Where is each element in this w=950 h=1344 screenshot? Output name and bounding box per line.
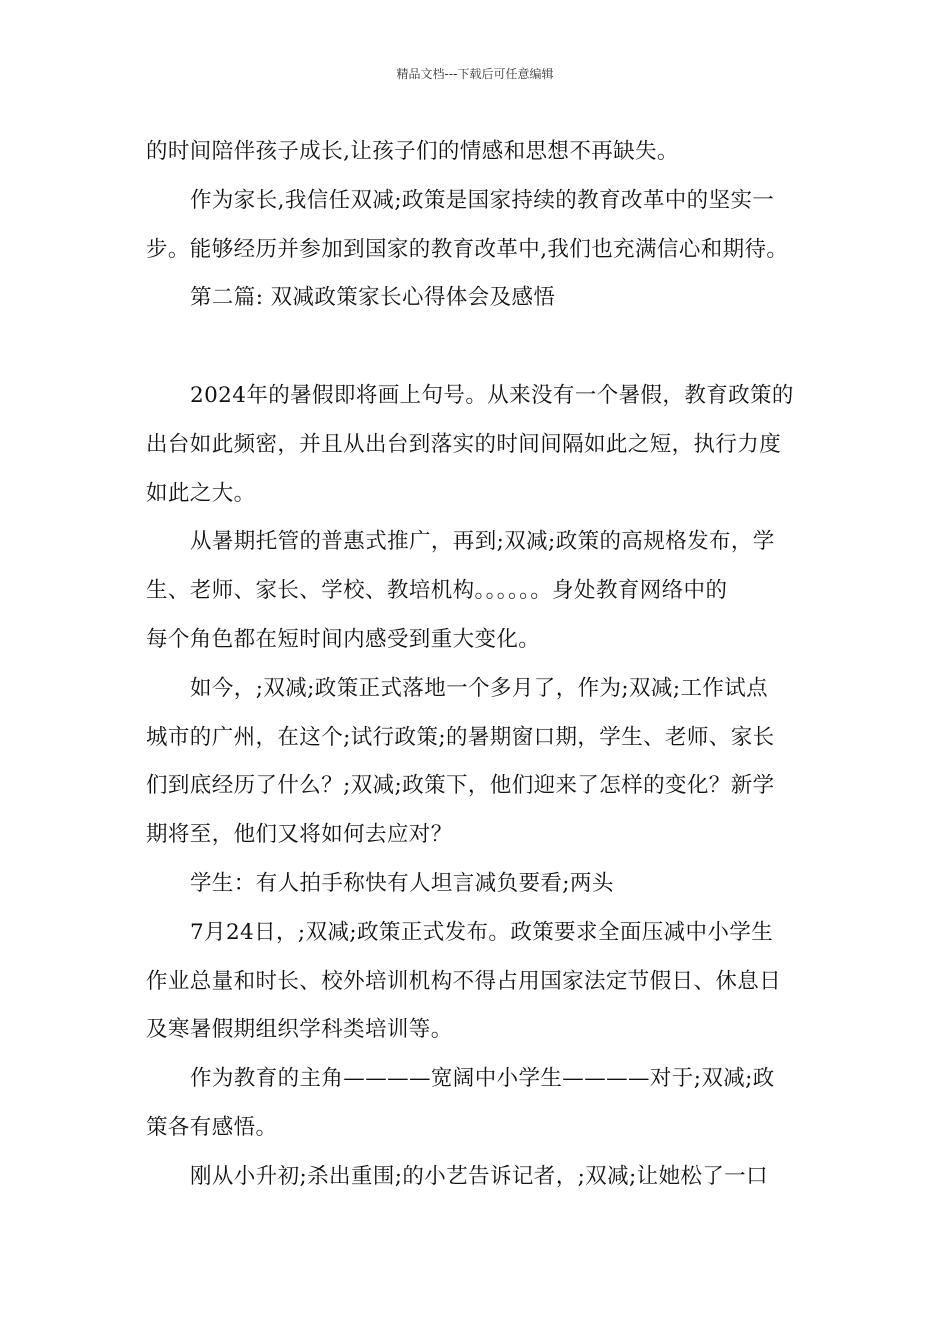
page-header: 精品文档---下载后可任意编辑	[396, 67, 554, 81]
paragraph-line: 每个角色都在短时间内感受到重大变化。	[146, 626, 541, 652]
paragraph-line: 们到底经历了什么？;双减;政策下，他们迎来了怎样的变化？新学	[146, 773, 775, 799]
paragraph-line: 如今，;双减;政策正式落地一个多月了，作为;双减;工作试点	[190, 675, 769, 701]
paragraph-line: 期将至，他们又将如何去应对？	[146, 822, 453, 848]
blank-line	[146, 323, 808, 372]
paragraph-line: 步。能够经历并参加到国家的教育改革中,我们也充满信心和期待。	[146, 236, 789, 262]
paragraph-line: 作为教育的主角————宽阔中小学生————对于;双减;政	[190, 1066, 775, 1092]
paragraph-line: 及寒暑假期组织学科类培训等。	[146, 1017, 453, 1043]
paragraph-line: 出台如此频密，并且从出台到落实的时间间隔如此之短，执行力度	[146, 431, 782, 457]
paragraph-line: 2024年的暑假即将画上句号。从来没有一个暑假，教育政策的	[190, 382, 794, 408]
paragraph-line: 如此之大。	[146, 480, 256, 506]
paragraph-line: 生、老师、家长、学校、教培机构。。。。。。身处教育网络中的	[146, 578, 728, 604]
paragraph-line: 7月24日，;双减;政策正式发布。政策要求全面压减中小学生	[190, 919, 774, 945]
paragraph-line: 从暑期托管的普惠式推广，再到;双减;政策的高规格发布，学	[190, 529, 775, 555]
section-heading: 第二篇: 双减政策家长心得体会及感悟	[190, 285, 556, 311]
paragraph-line: 刚从小升初;杀出重围;的小艺告诉记者，;双减;让她松了一口	[190, 1163, 769, 1189]
document-body	[146, 128, 808, 1202]
paragraph-line: 城市的广州，在这个;试行政策;的暑期窗口期，学生、老师、家长	[146, 724, 775, 750]
paragraph-line: 作业总量和时长、校外培训机构不得占用国家法定节假日、休息日	[146, 968, 782, 994]
paragraph-line: 策各有感悟。	[146, 1114, 278, 1140]
subheading-line: 学生：有人拍手称快有人坦言减负要看;两头	[190, 870, 614, 896]
paragraph-line: 作为家长,我信任双减;政策是国家持续的教育改革中的坚实一	[190, 187, 775, 213]
paragraph-line: 的时间陪伴孩子成长,让孩子们的情感和思想不再缺失。	[146, 139, 679, 164]
